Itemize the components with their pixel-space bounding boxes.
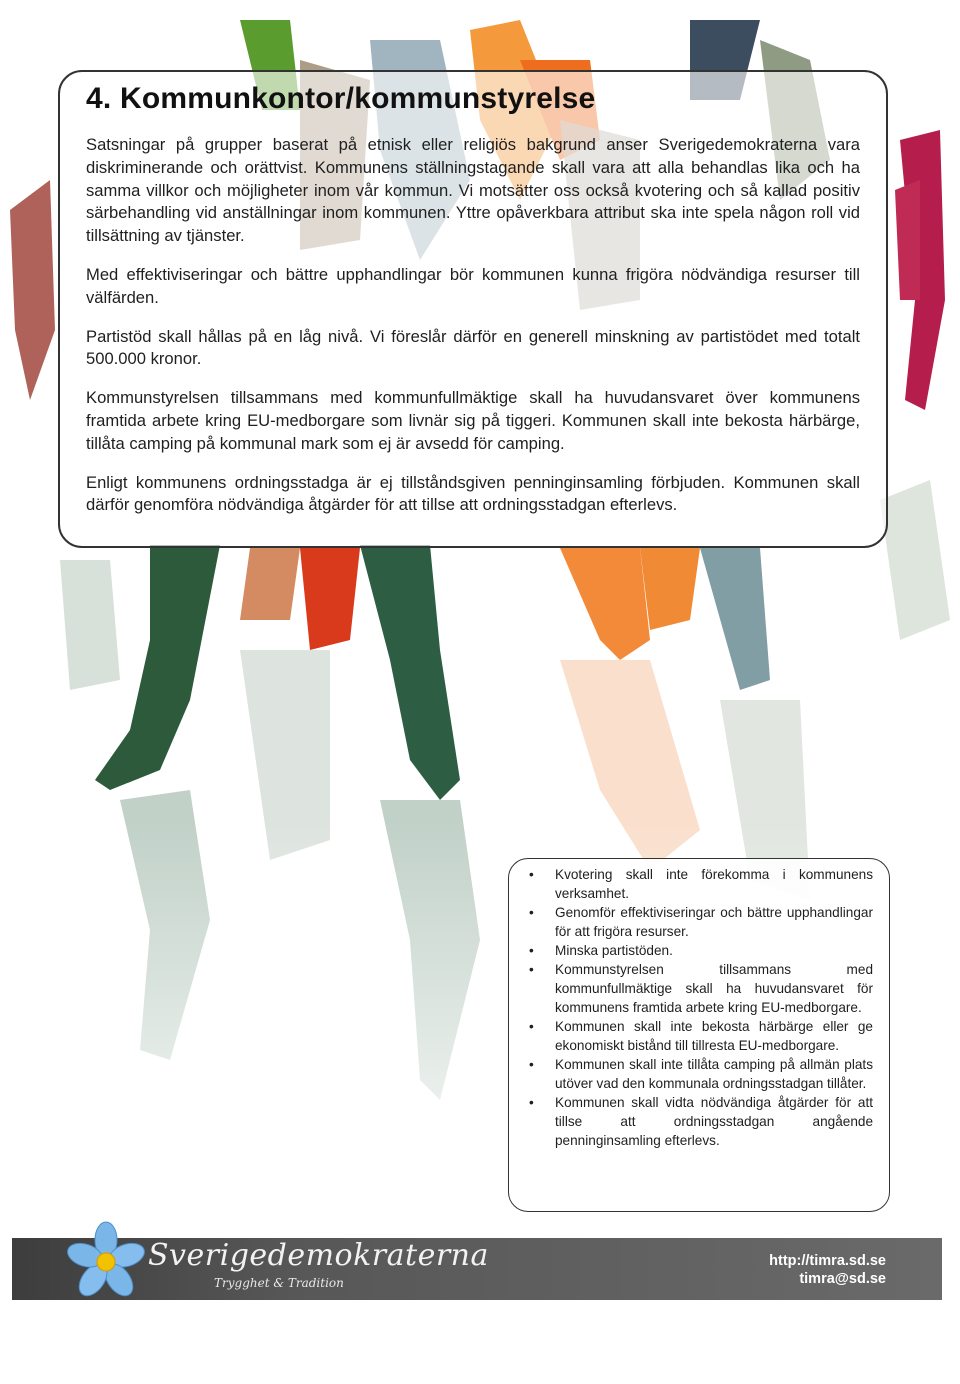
- blue-flower-logo-icon: [64, 1220, 148, 1304]
- summary-item: • Kommunstyrelsen tillsammans med kommunfullmäktige skall ha huvudansvaret för kommunens framtida arbete kring EU-medborgare.: [525, 960, 873, 1017]
- paragraph-efficiency: Med effektiviseringar och bättre upphandlingar bör kommunen kunna frigöra nödvändiga resurser till välfärden.: [86, 264, 860, 307]
- contact-info: [769, 1252, 886, 1288]
- summary-panel: [508, 858, 890, 1212]
- paragraph-eu-citizens: Kommunstyrelsen tillsammans med kommunfullmäktige skall ha huvudansvaret över kommunens framtida arbete kring EU-medborgare som livnär sig på tiggeri. Kommunen skall inte bekosta härbärge, tillåta camping på kommunal mark som ej är avsedd för camping.: [86, 388, 860, 453]
- summary-list: [525, 865, 873, 1150]
- email-link[interactable]: timra@sd.se: [799, 1271, 886, 1287]
- summary-item: • Kommunen skall inte tillåta camping på allmän plats utöver vad den kommunala ordningsstadgan tillåter.: [525, 1055, 873, 1093]
- summary-item: • Genomför effektiviseringar och bättre upphandlingar för att frigöra resurser.: [525, 903, 873, 941]
- summary-item: • Kommunen skall vidta nödvändiga åtgärder för att tillse att ordningsstadgan angående penninginsamling efterlevs.: [525, 1093, 873, 1150]
- website-link[interactable]: http://timra.sd.se: [769, 1253, 886, 1269]
- paragraph-equal-treatment: Satsningar på grupper baserat på etnisk eller religiös bakgrund anser Sverigedemokraterna vara diskriminerande och orättvist. Kommunens ställningstagande skall vara att alla behandlas lika och ha samma villkor och möjligheter inom vår kommun. Vi motsätter oss också kvotering och så kallad positiv särbehandling vid anställningar inom kommunen. Yttre opåverkbara attribut ska inte spela någon roll vid tillsättning av tjänster.: [86, 135, 860, 246]
- summary-item: • Kommunen skall inte bekosta härbärge eller ge ekonomiskt bistånd till tillresta EU-medborgare.: [525, 1017, 873, 1055]
- paragraph-party-support: Partistöd skall hållas på en låg nivå. Vi föreslår därför en generell minskning av partistödet med totalt 500.000 kronor.: [86, 326, 860, 369]
- section-title: 4. Kommunkontor/kommunstyrelse: [86, 82, 596, 115]
- summary-item: • Kvotering skall inte förekomma i kommunens verksamhet.: [525, 865, 873, 903]
- main-content-panel: [58, 70, 888, 548]
- brand-tagline: Trygghet & Tradition: [214, 1276, 344, 1290]
- brand-name: Sverigedemokraterna: [148, 1238, 489, 1273]
- paragraph-fundraising: Enligt kommunens ordningsstadga är ej tillståndsgiven penninginsamling förbjuden. Kommunen skall därför genomföra nödvändiga åtgärder för att tillse att ordningsstadgan efterlevs.: [86, 472, 860, 515]
- summary-item: • Minska partistöden.: [525, 941, 873, 960]
